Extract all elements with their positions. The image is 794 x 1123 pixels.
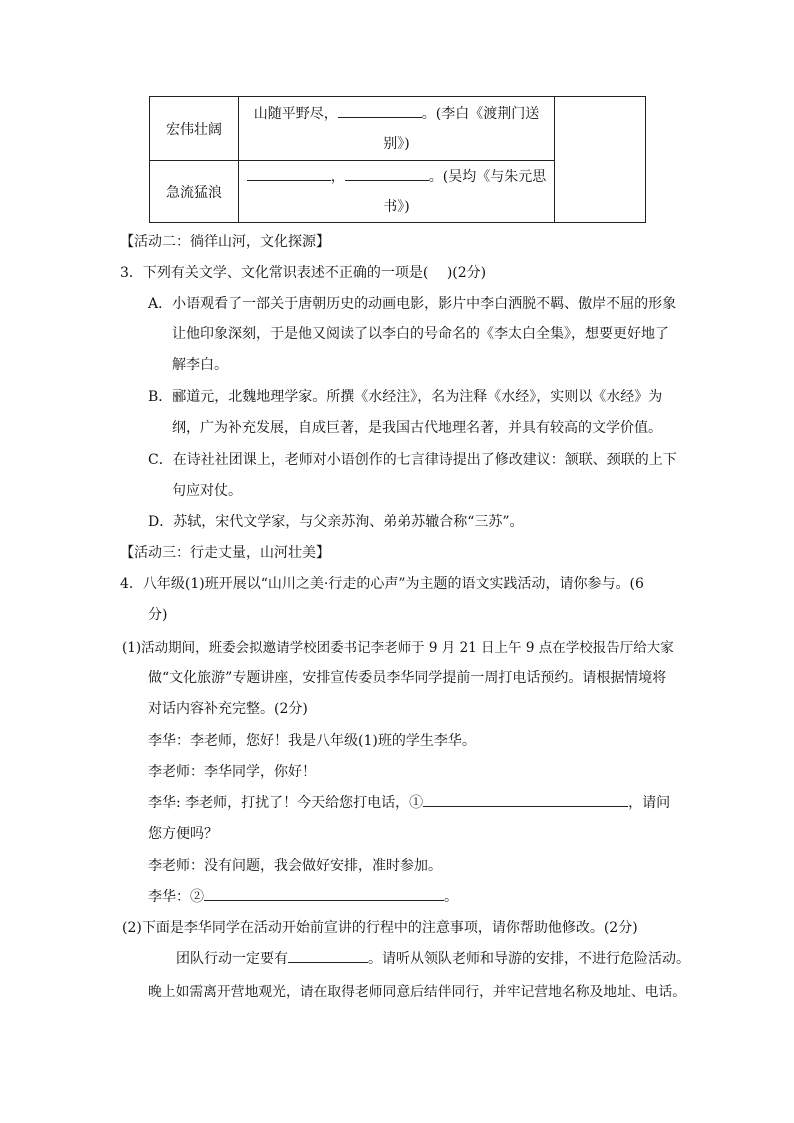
dialogue-line: 李老师：李华同学，你好！ <box>148 764 316 780</box>
subquestion-2: (2)下面是李华同学在活动开始前宣讲的行程中的注意事项，请你帮助他修改。(2分) <box>122 920 638 936</box>
notice-line <box>176 948 690 968</box>
option-b-cont: 纲，广为补充发展，自成巨著，是我国古代地理名著，并具有较高的文学价值。 <box>172 420 662 436</box>
option-a-cont: 解李白。 <box>172 357 228 373</box>
table-row-fill <box>239 97 555 161</box>
question-4-stem: 4．八年级(1)班开展以“山川之美·行走的心声”为主题的语文实践活动，请你参与。(6 <box>120 576 644 592</box>
subquestion-1-cont: 对话内容补充完整。(2分) <box>148 701 308 717</box>
answer-blank-2[interactable] <box>204 886 444 901</box>
table-row-label: 宏伟壮阔 <box>150 97 239 161</box>
option-d: D．苏轼，宋代文学家，与父亲苏洵、弟弟苏辙合称“三苏”。 <box>148 514 524 530</box>
fill-sep: ， <box>330 168 345 185</box>
fill-blank[interactable] <box>338 103 422 118</box>
option-b: B．郦道元，北魏地理学家。所撰《水经注》，名为注释《水经》，实则以《水经》为 <box>148 389 663 405</box>
option-c: C．在诗社社团课上，老师对小语创作的七言律诗提出了修改建议：颔联、颈联的上下 <box>148 452 677 468</box>
fill-prefix: 山随平野尽， <box>253 105 338 122</box>
fill-suffix: 。(吴均《与朱元思 <box>428 168 547 185</box>
poem-fill-table <box>149 96 646 223</box>
dialogue-line <box>148 886 458 906</box>
dialogue-text: 李华: 李老师，打扰了！今天给您打电话，① <box>148 795 424 811</box>
subquestion-1: (1)活动期间，班委会拟邀请学校团委书记李老师于 9 月 21 日上午 9 点在学校报告厅给大家 <box>122 640 674 656</box>
table-empty-cell <box>555 97 646 223</box>
option-c-cont: 句应对仗。 <box>172 483 242 499</box>
dialogue-line: 李华：李老师，您好！我是八年级(1)班的学生李华。 <box>148 733 476 749</box>
dialogue-line-cont: 您方便吗？ <box>148 826 218 842</box>
question-3-stem: 3．下列有关文学、文化常识表述不正确的一项是( )(2分) <box>120 265 487 281</box>
notice-text: 。请听从领队老师和导游的安排，不进行危险活动。 <box>368 951 690 967</box>
option-a-cont: 让他印象深刻，于是他又阅读了以李白的号命名的《李太白全集》，想要更好地了 <box>172 326 669 342</box>
dialogue-line: 李老师：没有问题，我会做好安排，准时参加。 <box>148 858 442 874</box>
subquestion-1-cont: 做“文化旅游”专题讲座，安排宣传委员李华同学提前一周打电话预约。请根据情境将 <box>148 670 667 686</box>
fill-suffix: 。(李白《渡荆门送 <box>421 105 540 122</box>
notice-text: 团队行动一定要有 <box>176 951 288 967</box>
fill-suffix-cont: 别》) <box>383 135 410 152</box>
fill-suffix-cont: 书》) <box>383 198 410 215</box>
activity-two-heading: 【活动二：徜徉山河，文化探源】 <box>120 234 330 250</box>
dialogue-text: 。 <box>444 889 458 905</box>
notice-line-cont: 晚上如需离开营地观光，请在取得老师同意后结伴同行，并牢记营地名称及地址、电话。 <box>148 984 687 1000</box>
dialogue-line <box>148 792 670 812</box>
option-a: A．小语观看了一部关于唐朝历史的动画电影，影片中李白洒脱不羁、傲岸不屈的形象 <box>148 296 677 312</box>
fill-blank[interactable] <box>345 166 429 181</box>
fill-blank[interactable] <box>247 166 331 181</box>
table-row-fill <box>239 161 555 223</box>
dialogue-text: ，请问 <box>628 795 671 811</box>
answer-blank-1[interactable] <box>423 792 628 807</box>
table-row-label: 急流猛浪 <box>150 161 239 223</box>
question-4-stem-cont: 分) <box>148 607 168 623</box>
dialogue-text: 李华：② <box>148 889 204 905</box>
activity-three-heading: 【活动三：行走丈量，山河壮美】 <box>120 545 330 561</box>
answer-blank-3[interactable] <box>288 948 368 963</box>
